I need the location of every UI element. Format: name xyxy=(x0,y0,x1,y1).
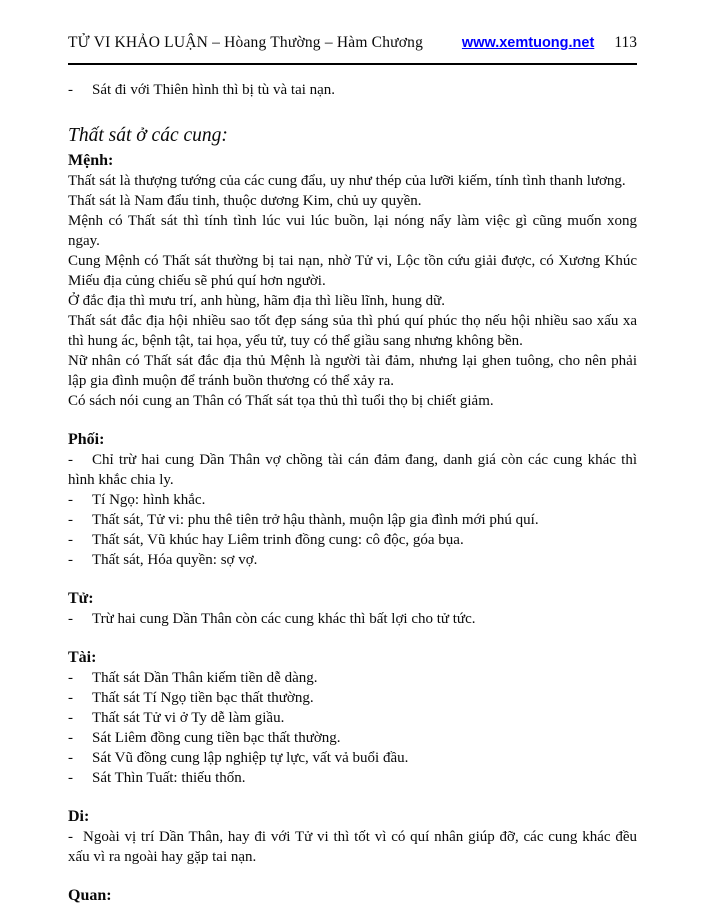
paragraph: Ở đắc địa thì mưu trí, anh hùng, hãm địa thì liều lĩnh, hung dữ. xyxy=(68,293,446,309)
section-heading: Tài: xyxy=(68,649,97,666)
page-header xyxy=(68,34,637,65)
section-quan xyxy=(68,885,637,906)
section-heading: Phối: xyxy=(68,431,105,448)
bullet-dash: - xyxy=(68,532,73,548)
paragraph: Cung Mệnh có Thất sát thường bị tai nạn, nhờ Tử vi, Lộc tồn cứu giải được, có Xương Khúc Miếu địa củng chiếu sẽ phú quí hơn người. xyxy=(68,253,637,289)
bullet-dash: - xyxy=(68,611,73,627)
intro-section xyxy=(68,80,637,100)
bullet-dash: - xyxy=(68,552,73,568)
bullet-dash: - xyxy=(68,710,73,726)
bullet-text: Sát Liêm đồng cung tiền bạc thất thường. xyxy=(92,730,341,746)
bullet-item xyxy=(68,748,637,768)
bullet-text: Tí Ngọ: hình khắc. xyxy=(92,492,206,508)
bullet-text: Sát Vũ đồng cung lập nghiệp tự lực, vất vả buổi đầu. xyxy=(92,750,409,766)
bullet-item xyxy=(68,80,637,100)
bullet-text: Thất sát Tí Ngọ tiền bạc thất thường. xyxy=(92,690,314,706)
section-di xyxy=(68,806,637,867)
section-title: Thất sát ở các cung: xyxy=(68,125,228,146)
page-number: 113 xyxy=(614,34,637,51)
bullet-item xyxy=(68,609,637,629)
paragraph: Thất sát đắc địa hội nhiều sao tốt đẹp sáng sủa thì phú quí phúc thọ nếu hội nhiều sao xấu xa thì hung ác, bệnh tật, tai họa, yểu tử, tuy có thể giầu sang nhưng không bền. xyxy=(68,313,637,349)
bullet-dash: - xyxy=(68,670,73,686)
bullet-item xyxy=(68,450,637,490)
bullet-item xyxy=(68,510,637,530)
bullet-text: Trừ hai cung Dần Thân còn các cung khác thì bất lợi cho tử tức. xyxy=(92,611,476,627)
bullet-dash: - xyxy=(68,452,73,468)
section-heading: Di: xyxy=(68,808,90,825)
bullet-text: Sát đi với Thiên hình thì bị tù và tai nạn. xyxy=(92,82,336,98)
bullet-dash: - xyxy=(68,750,73,766)
header-title: TỬ VI KHẢO LUẬN – Hòang Thường – Hàm Chương xyxy=(68,34,424,51)
bullet-text: Chỉ trừ hai cung Dần Thân vợ chồng tài cán đảm đang, danh giá còn các cung khác thì hình khắc chia ly. xyxy=(68,452,637,488)
bullet-dash: - xyxy=(68,492,73,508)
bullet-item xyxy=(68,668,637,688)
bullet-item xyxy=(68,768,637,788)
section-heading: Tử: xyxy=(68,590,94,607)
bullet-text: Thất sát, Vũ khúc hay Liêm trinh đồng cung: cô độc, góa bụa. xyxy=(92,532,464,548)
bullet-text: Thất sát, Tử vi: phu thê tiên trở hậu thành, muộn lập gia đình mới phú quí. xyxy=(92,512,539,528)
paragraph: Có sách nói cung an Thân có Thất sát tọa thủ thì tuổi thọ bị chiết giảm. xyxy=(68,393,494,409)
paragraph: Mệnh có Thất sát thì tính tình lúc vui lúc buồn, lại nóng nẩy làm việc gì cũng muốn xong ngay. xyxy=(68,213,637,249)
bullet-dash: - xyxy=(68,730,73,746)
bullet-dash: - xyxy=(68,829,73,845)
website-link[interactable]: www.xemtuong.net xyxy=(461,35,595,51)
bullet-text: Thất sát, Hóa quyền: sợ vợ. xyxy=(92,552,258,568)
bullet-text: Thất sát Dần Thân kiếm tiền dễ dàng. xyxy=(92,670,318,686)
paragraph: Thất sát là thượng tướng của các cung đẩu, uy như thép của lưỡi kiếm, tính tình thanh lương. xyxy=(68,173,626,189)
bullet-dash: - xyxy=(68,690,73,706)
header-right xyxy=(462,34,637,52)
bullet-item xyxy=(68,550,637,570)
paragraph: Nữ nhân có Thất sát đắc địa thủ Mệnh là người tài đảm, nhưng lại ghen tuông, cho nên phải lập gia đình muộn để tránh buồn thương có thể xảy ra. xyxy=(68,353,637,389)
bullet-item xyxy=(68,708,637,728)
bullet-item xyxy=(68,530,637,550)
bullet-item xyxy=(68,728,637,748)
bullet-item xyxy=(68,490,637,510)
bullet-dash: - xyxy=(68,82,73,98)
bullet-item xyxy=(68,688,637,708)
paragraph: Thất sát là Nam đẩu tinh, thuộc dương Kim, chủ uy quyền. xyxy=(68,193,422,209)
section-menh xyxy=(68,150,637,411)
bullet-text: Thất sát Tử vi ở Ty dễ làm giầu. xyxy=(92,710,285,726)
bullet-item xyxy=(68,827,637,867)
section-tu xyxy=(68,588,637,629)
section-tai xyxy=(68,647,637,788)
section-heading: Quan: xyxy=(68,887,112,904)
bullet-text: Sát Thìn Tuất: thiếu thốn. xyxy=(92,770,246,786)
bullet-dash: - xyxy=(68,512,73,528)
bullet-text: Ngoài vị trí Dần Thân, hay đi với Tử vi thì tốt vì có quí nhân giúp đỡ, các cung khác đều xấu vì ra ngoài hay gặp tai nạn. xyxy=(68,829,637,865)
bullet-dash: - xyxy=(68,770,73,786)
section-phoi xyxy=(68,429,637,570)
section-heading: Mệnh: xyxy=(68,152,114,169)
